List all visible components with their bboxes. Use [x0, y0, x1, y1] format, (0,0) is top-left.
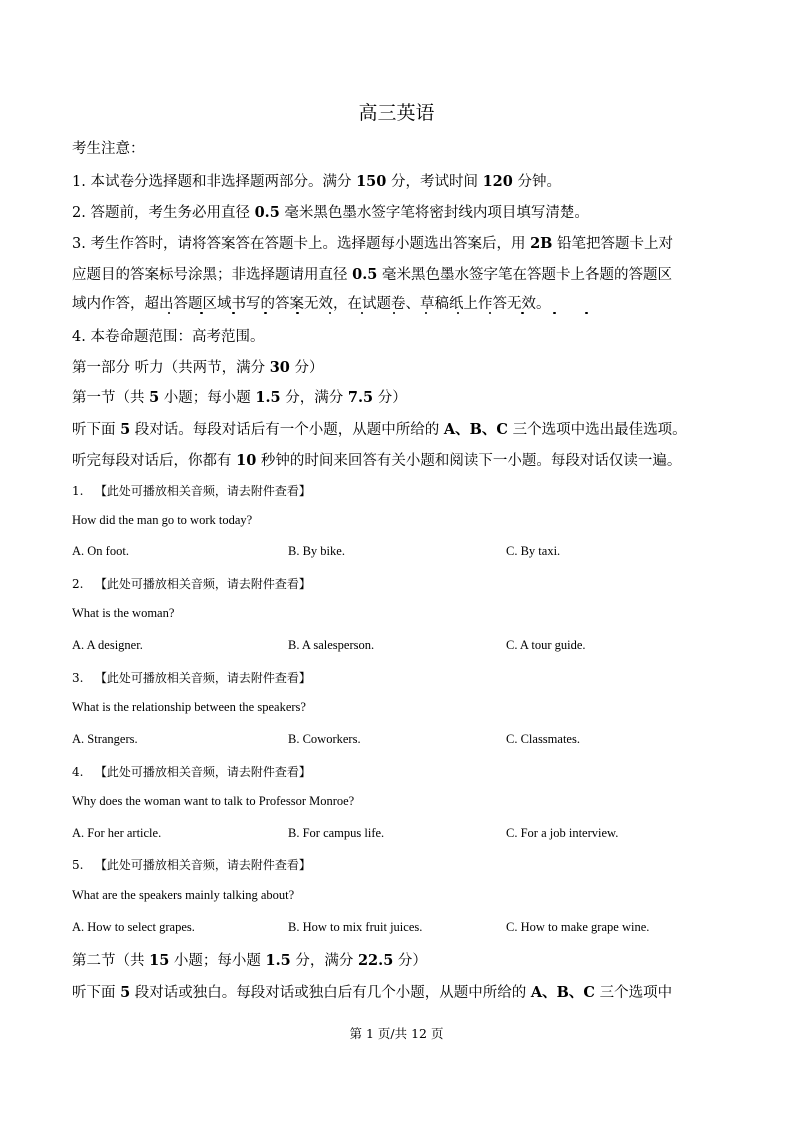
section-instructions: 听完每段对话后，你都有 10 秒钟的时间来回答有关小题和阅读下一小题。每段对话仅读一遍。: [72, 452, 682, 469]
emphasis-dot: [489, 312, 491, 314]
emphasis-dot: [521, 312, 523, 314]
notice-heading: 考生注意：: [72, 141, 145, 157]
notice-line: 1. 本试卷分选择题和非选择题两部分。满分 150 分，考试时间 120 分钟。: [72, 173, 561, 190]
section-instructions: 听下面 5 段对话。每段对话后有一个小题，从题中所给的 A、B、C 三个选项中选出最佳选项。: [72, 421, 687, 438]
question-audio-3: 3. 【此处可播放相关音频，请去附件查看】: [72, 671, 311, 685]
page-title: 高三英语: [358, 102, 435, 124]
emphasis-dots: [168, 312, 588, 316]
notice-line: 应题目的答案标号涂黑；非选择题请用直径 0.5 毫米黑色墨水签字笔在答题卡上各题的答题区: [72, 266, 672, 283]
emphasis-dot: [200, 312, 202, 314]
notice-line: 3. 考生作答时，请将答案答在答题卡上。选择题每小题选出答案后，用 2B 铅笔把答题卡上对: [72, 235, 674, 252]
emphasis-dot: [457, 312, 459, 314]
section-heading: 第二节（共 15 小题；每小题 1.5 分，满分 22.5 分）: [72, 952, 427, 969]
emphasis-dot: [553, 312, 555, 314]
question-audio-5: 5. 【此处可播放相关音频，请去附件查看】: [72, 858, 311, 872]
section-heading: 第一节（共 5 小题；每小题 1.5 分，满分 7.5 分）: [72, 389, 407, 406]
section-instructions: 听下面 5 段对话或独白。每段对话或独白后有几个小题，从题中所给的 A、B、C 三个选项中: [72, 984, 673, 1001]
option-b: B. By bike.: [288, 544, 345, 558]
option-c: C. By taxi.: [506, 544, 561, 558]
emphasis-dot: [168, 312, 170, 314]
option-c: C. How to make grape wine.: [506, 920, 650, 934]
option-c: C. Classmates.: [506, 732, 580, 746]
emphasis-dot: [264, 312, 266, 314]
question-stem-1: How did the man go to work today?: [72, 513, 253, 527]
question-audio-1: 1. 【此处可播放相关音频，请去附件查看】: [72, 484, 311, 498]
option-b: B. For campus life.: [288, 826, 385, 840]
option-a: A. A designer.: [72, 638, 143, 652]
part-heading: 第一部分 听力（共两节，满分 30 分）: [72, 359, 324, 376]
option-a: A. How to select grapes.: [72, 920, 195, 934]
emphasis-dot: [585, 312, 587, 314]
notice-line: 4. 本卷命题范围：高考范围。: [72, 329, 265, 345]
question-stem-5: What are the speakers mainly talking about?: [72, 888, 295, 902]
notice-line-emphasized: 域内作答，超出答题区域书写的答案无效，在试题卷、草稿纸上作答无效。: [72, 296, 551, 312]
option-c: C. For a job interview.: [506, 826, 619, 840]
emphasis-dot: [425, 312, 427, 314]
emphasis-dot: [232, 312, 234, 314]
option-a: A. For her article.: [72, 826, 162, 840]
question-audio-2: 2. 【此处可播放相关音频，请去附件查看】: [72, 577, 311, 591]
question-stem-4: Why does the woman want to talk to Professor Monroe?: [72, 794, 355, 808]
emphasis-dot: [393, 312, 395, 314]
option-b: B. How to mix fruit juices.: [288, 920, 423, 934]
emphasis-dot: [296, 312, 298, 314]
question-stem-2: What is the woman?: [72, 606, 175, 620]
option-a: A. On foot.: [72, 544, 129, 558]
option-b: B. Coworkers.: [288, 732, 361, 746]
emphasis-dot: [361, 312, 363, 314]
option-b: B. A salesperson.: [288, 638, 375, 652]
question-stem-3: What is the relationship between the speakers?: [72, 700, 306, 714]
notice-line: 2. 答题前，考生务必用直径 0.5 毫米黑色墨水签字笔将密封线内项目填写清楚。: [72, 204, 589, 221]
option-c: C. A tour guide.: [506, 638, 586, 652]
emphasis-dot: [329, 312, 331, 314]
question-audio-4: 4. 【此处可播放相关音频，请去附件查看】: [72, 765, 311, 779]
option-a: A. Strangers.: [72, 732, 138, 746]
page-footer: 第 1 页/共 12 页: [349, 1026, 444, 1041]
